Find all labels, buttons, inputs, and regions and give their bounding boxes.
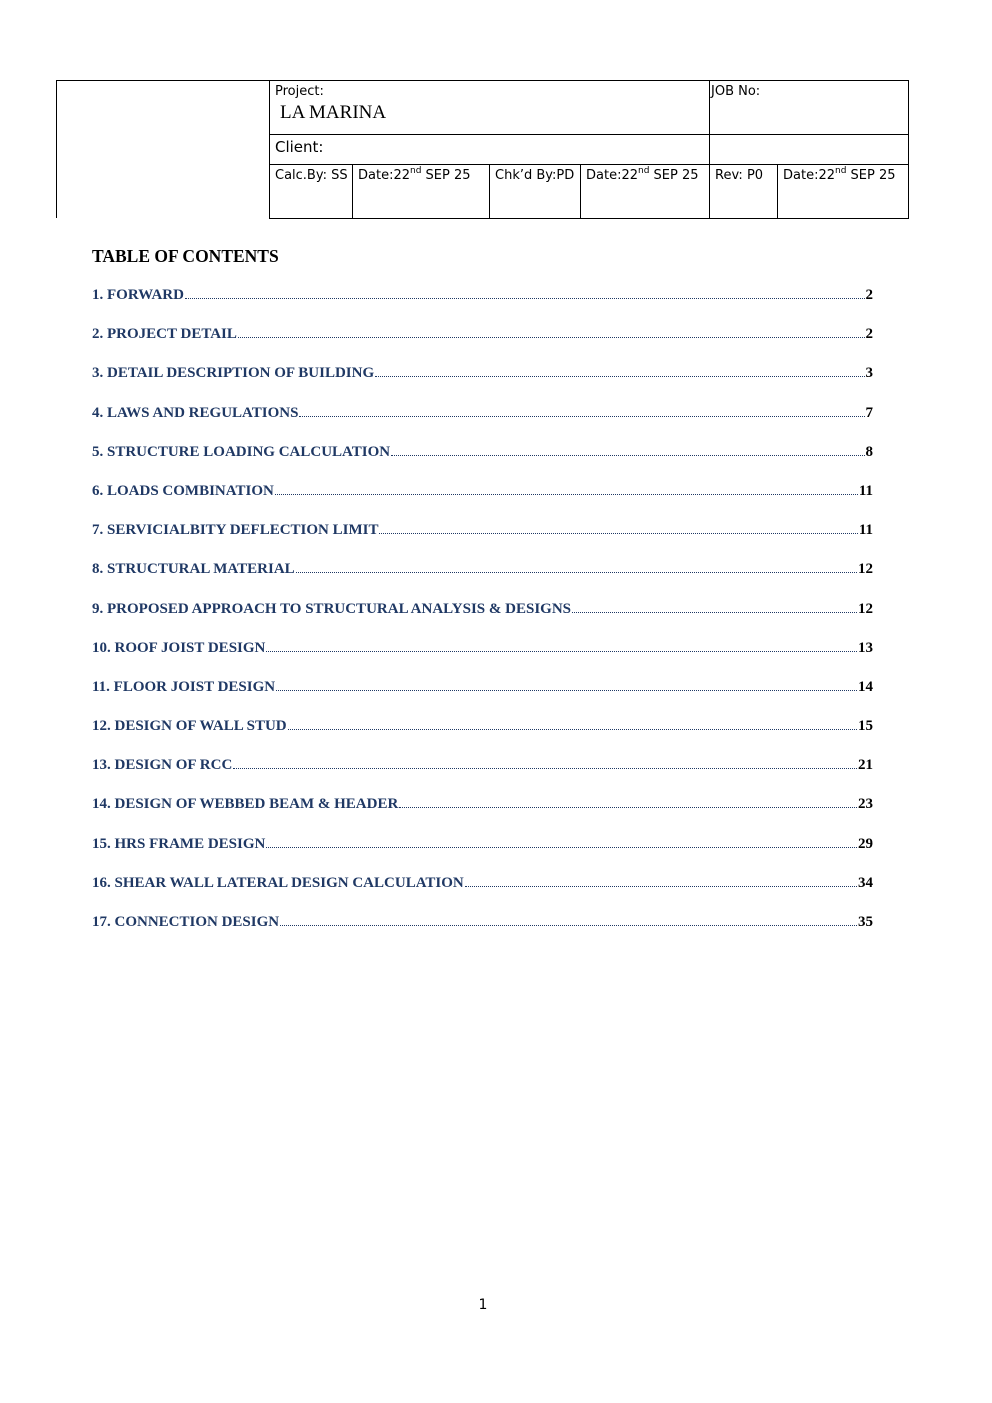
toc-dot-leader [238,336,865,338]
toc-entry-page-number[interactable]: 8 [865,443,873,460]
toc-entry-page-number[interactable]: 14 [858,678,873,695]
toc-dot-leader [379,532,857,534]
toc-entry-label[interactable]: 4. LAWS AND REGULATIONS [92,404,299,421]
toc-entry[interactable] [92,285,873,305]
project-name: LA MARINA [280,102,387,123]
toc-entry[interactable] [92,403,873,423]
toc-dot-leader [375,375,864,377]
toc-entry-label[interactable]: 13. DESIGN OF RCC [92,757,233,774]
toc-entry-label[interactable]: 10. ROOF JOIST DESIGN [92,639,266,656]
toc-entry[interactable] [92,755,873,775]
toc-entry[interactable] [92,677,873,697]
header-row-divider [269,164,909,165]
toc-entry[interactable] [92,638,873,658]
revision-date: Date:22nd SEP 25 [783,166,896,183]
toc-entry[interactable] [92,363,873,383]
toc-title: TABLE OF CONTENTS [92,246,279,266]
toc-entry-label[interactable]: 11. FLOOR JOIST DESIGN [92,678,276,695]
toc-entry-page-number[interactable]: 7 [865,404,873,421]
header-top-border [56,80,909,81]
toc-entry-page-number[interactable]: 12 [858,561,873,578]
header-left-border [56,80,57,218]
toc-entry-page-number[interactable]: 2 [865,287,873,303]
toc-dot-leader [572,611,857,613]
toc-dot-leader [288,728,857,730]
header-cell-divider [709,164,710,219]
toc-entry-label[interactable]: 17. CONNECTION DESIGN [92,914,280,930]
toc-entry[interactable] [92,794,873,814]
toc-entry-page-number[interactable]: 15 [858,718,873,735]
toc-entry-page-number[interactable]: 29 [858,835,873,852]
toc-entry-page-number[interactable]: 13 [858,639,873,656]
header-right-border [908,80,909,219]
revision: Rev: P0 [715,168,764,183]
toc-entry[interactable] [92,716,873,736]
toc-list [92,285,873,951]
toc-entry-label[interactable]: 14. DESIGN OF WEBBED BEAM & HEADER [92,796,399,813]
header-cell-divider [777,164,778,219]
check-date: Date:22nd SEP 25 [586,166,699,183]
toc-entry-label[interactable]: 7. SERVICIALBITY DEFLECTION LIMIT [92,522,379,539]
toc-dot-leader [185,297,865,299]
header-cell-divider [352,164,353,219]
toc-entry-page-number[interactable]: 35 [858,914,873,930]
header-cell-divider [580,164,581,219]
header-logo-divider [269,80,270,219]
page-number: 1 [478,1297,488,1313]
toc-dot-leader [280,924,857,926]
toc-entry-label[interactable]: 2. PROJECT DETAIL [92,326,237,343]
toc-entry[interactable] [92,873,873,893]
toc-entry-page-number[interactable]: 2 [865,326,873,343]
toc-entry-label[interactable]: 8. STRUCTURAL MATERIAL [92,561,295,578]
toc-entry-page-number[interactable]: 34 [858,874,873,891]
toc-entry-page-number[interactable]: 11 [858,482,873,499]
toc-entry[interactable] [92,559,873,579]
toc-dot-leader [299,415,864,417]
toc-entry[interactable] [92,324,873,344]
toc-dot-leader [399,806,857,808]
toc-entry-label[interactable]: 1. FORWARD [92,287,184,303]
header-bottom-border [269,218,909,219]
job-number-label: JOB No: [711,84,761,99]
client-label: Client: [275,138,324,156]
toc-entry-label[interactable]: 6. LOADS COMBINATION [92,482,274,499]
calculated-by: Calc.By: SS [275,168,348,183]
header-cell-divider [489,164,490,219]
toc-entry-page-number[interactable]: 3 [865,365,873,382]
toc-entry[interactable] [92,912,873,932]
toc-entry-page-number[interactable]: 21 [858,757,873,774]
header-row-divider [269,134,909,135]
toc-entry[interactable] [92,442,873,462]
toc-dot-leader [391,454,864,456]
toc-entry-label[interactable]: 5. STRUCTURE LOADING CALCULATION [92,443,391,460]
toc-entry[interactable] [92,834,873,854]
toc-dot-leader [266,650,857,652]
toc-entry-page-number[interactable]: 12 [858,600,873,617]
toc-entry-page-number[interactable]: 23 [858,796,873,813]
toc-entry-label[interactable]: 15. HRS FRAME DESIGN [92,835,266,852]
toc-dot-leader [233,767,857,769]
toc-entry-label[interactable]: 16. SHEAR WALL LATERAL DESIGN CALCULATION [92,874,464,891]
header-job-divider [709,80,710,164]
toc-entry-label[interactable]: 12. DESIGN OF WALL STUD [92,718,287,735]
project-label: Project: [275,84,324,99]
checked-by: Chk’d By:PD [495,168,575,183]
toc-dot-leader [296,571,857,573]
toc-entry-page-number[interactable]: 11 [858,522,873,539]
toc-entry-label[interactable]: 3. DETAIL DESCRIPTION OF BUILDING [92,365,375,382]
toc-entry[interactable] [92,481,873,501]
toc-dot-leader [266,846,857,848]
toc-dot-leader [275,493,858,495]
toc-dot-leader [276,689,857,691]
toc-entry[interactable] [92,599,873,619]
toc-entry[interactable] [92,520,873,540]
toc-entry-label[interactable]: 9. PROPOSED APPROACH TO STRUCTURAL ANALYSIS & DESIGNS [92,600,571,617]
toc-dot-leader [465,885,857,887]
calculation-date: Date:22nd SEP 25 [358,166,471,183]
